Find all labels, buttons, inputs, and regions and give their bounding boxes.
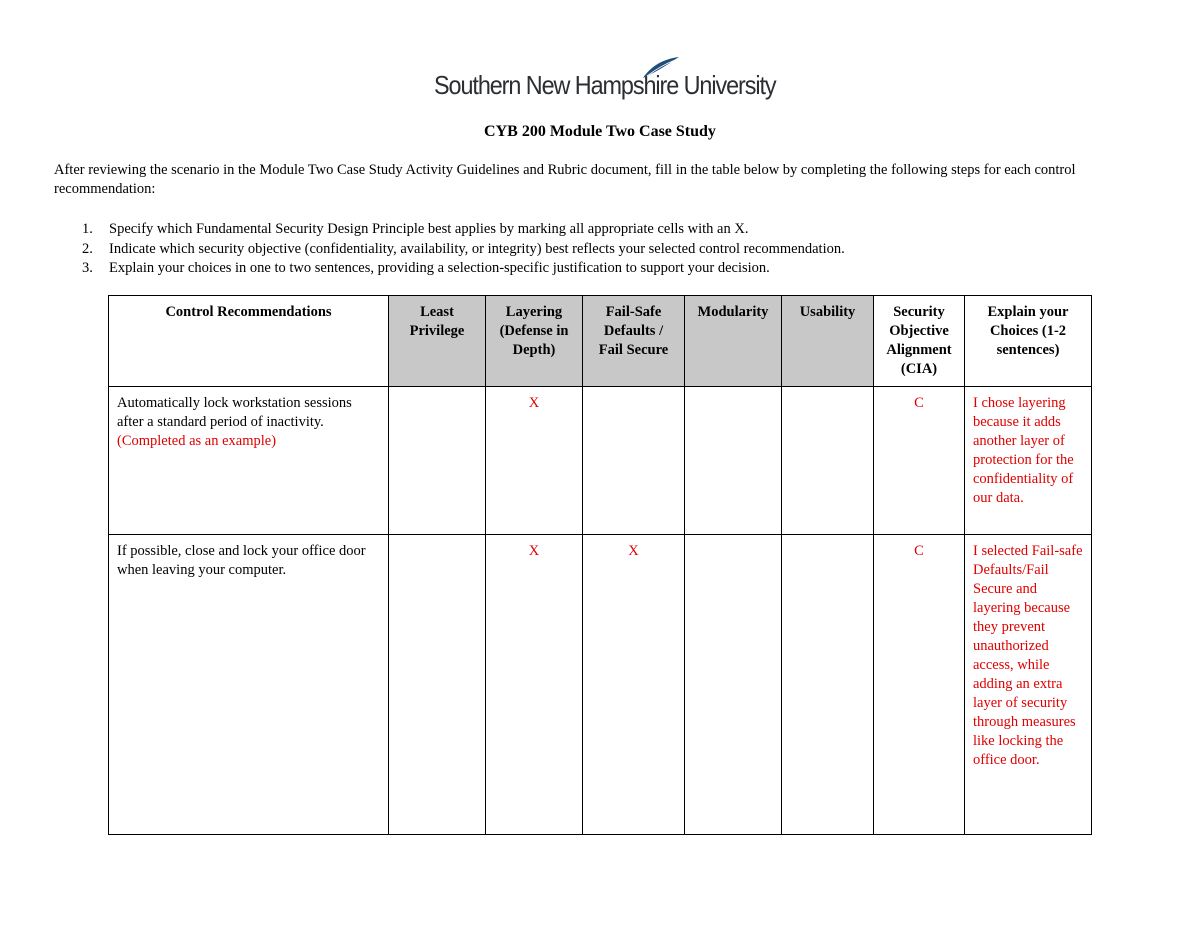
modularity-cell — [685, 535, 782, 835]
step-text: Specify which Fundamental Security Design Principle best applies by marking all appropriate cells with an X. — [109, 221, 749, 237]
recommendation-text: If possible, close and lock your office door when leaving your computer. — [117, 543, 366, 578]
fail-safe-cell — [583, 387, 685, 535]
step-text: Indicate which security objective (confidentiality, availability, or integrity) best reflects your selected control recommendation. — [109, 240, 845, 257]
cia-cell: C — [874, 387, 965, 535]
step-number: 1. — [82, 221, 93, 237]
recommendation-text: Automatically lock workstation sessions after a standard period of inactivity. — [117, 395, 352, 430]
layering-cell: X — [486, 387, 583, 535]
fail-safe-cell: X — [583, 535, 685, 835]
header-security-objective: Security Objective Alignment (CIA) — [874, 296, 965, 387]
document-title: CYB 200 Module Two Case Study — [484, 123, 716, 140]
recommendation-cell — [109, 387, 389, 535]
explanation-cell: I selected Fail-safe Defaults/Fail Secure and layering because they prevent unauthorized access, while adding an extra layer of security through measures like locking the office door. — [965, 535, 1092, 835]
table-header-row — [109, 296, 1092, 387]
header-modularity: Modularity — [685, 296, 782, 387]
control-recommendations-table — [108, 295, 1092, 835]
header-layering: Layering (Defense in Depth) — [486, 296, 583, 387]
layering-cell: X — [486, 535, 583, 835]
modularity-cell — [685, 387, 782, 535]
logo-wordmark: Southern New Hampshire University — [434, 70, 776, 100]
leaf-icon — [641, 56, 681, 80]
intro-paragraph: After reviewing the scenario in the Module Two Case Study Activity Guidelines and Rubric document, fill in the table below by completing the following steps for each control recommendation: — [54, 162, 1076, 197]
header-fail-safe: Fail-Safe Defaults / Fail Secure — [583, 296, 685, 387]
step-item — [82, 220, 1132, 240]
step-item — [82, 259, 1132, 279]
step-number: 3. — [82, 260, 93, 276]
header-usability: Usability — [782, 296, 874, 387]
university-logo — [434, 56, 774, 106]
usability-cell — [782, 387, 874, 535]
step-text: Explain your choices in one to two sentences, providing a selection-specific justification to support your decision. — [109, 260, 770, 276]
header-least-privilege: Least Privilege — [389, 296, 486, 387]
explanation-cell: I chose layering because it adds another layer of protection for the confidentiality of our data. — [965, 387, 1092, 535]
instruction-steps — [82, 220, 1132, 279]
table-row — [109, 535, 1092, 835]
least-privilege-cell — [389, 535, 486, 835]
table-row — [109, 387, 1092, 535]
step-number: 2. — [82, 240, 93, 257]
header-explain: Explain your Choices (1-2 sentences) — [965, 296, 1092, 387]
step-item — [82, 240, 1132, 260]
cia-cell: C — [874, 535, 965, 835]
example-note: (Completed as an example) — [117, 433, 277, 449]
header-control-recommendations: Control Recommendations — [109, 296, 389, 387]
usability-cell — [782, 535, 874, 835]
least-privilege-cell — [389, 387, 486, 535]
recommendation-cell — [109, 535, 389, 835]
